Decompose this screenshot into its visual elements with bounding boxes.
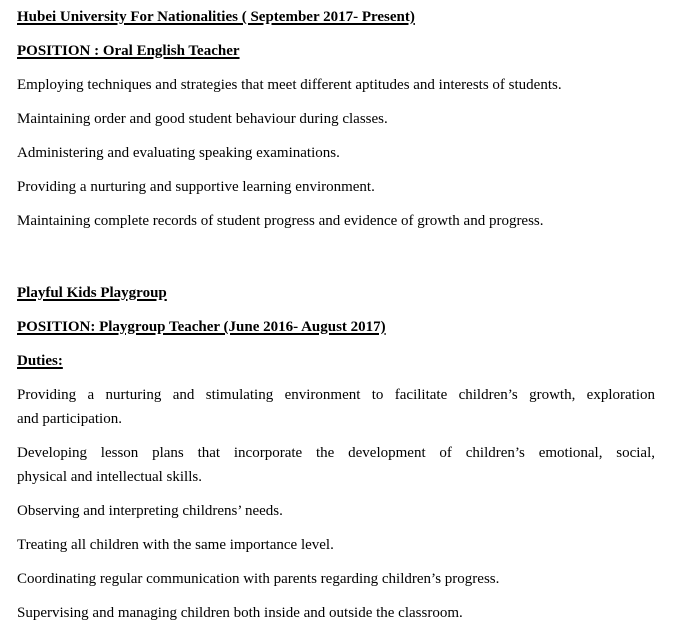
duty-text-line: and participation. — [17, 411, 122, 427]
duty-text: Administering and evaluating speaking examinations. — [17, 145, 340, 161]
duty-text-line: Developing lesson plans that incorporate the development of children’s emotional, social, — [17, 445, 655, 461]
duty-text: Providing a nurturing and supportive learning environment. — [17, 179, 375, 195]
blank-line — [17, 243, 655, 281]
employer-heading: Playful Kids Playgroup — [17, 285, 167, 301]
experience-entry-hubei — [17, 5, 655, 233]
position-heading: POSITION : Oral English Teacher — [17, 43, 240, 59]
duty-text-justified — [17, 441, 655, 489]
duty-text: Maintaining complete records of student progress and evidence of growth and progress. — [17, 213, 544, 229]
duty-text-line: physical and intellectual skills. — [17, 469, 202, 485]
duty-text-justified — [17, 383, 655, 431]
duty-text-line: Providing a nurturing and stimulating environment to facilitate children’s growth, exploration — [17, 387, 655, 403]
position-heading: POSITION: Playgroup Teacher (June 2016- August 2017) — [17, 319, 386, 335]
duties-label: Duties: — [17, 353, 63, 369]
duty-text: Maintaining order and good student behaviour during classes. — [17, 111, 388, 127]
duty-text: Treating all children with the same importance level. — [17, 537, 334, 553]
employer-heading: Hubei University For Nationalities ( September 2017- Present) — [17, 9, 415, 25]
experience-entry-playful-kids — [17, 281, 655, 625]
duty-text: Employing techniques and strategies that meet different aptitudes and interests of students. — [17, 77, 562, 93]
duty-text: Coordinating regular communication with parents regarding children’s progress. — [17, 571, 500, 587]
duty-text: Observing and interpreting childrens’ needs. — [17, 503, 283, 519]
duty-text: Supervising and managing children both inside and outside the classroom. — [17, 605, 463, 621]
